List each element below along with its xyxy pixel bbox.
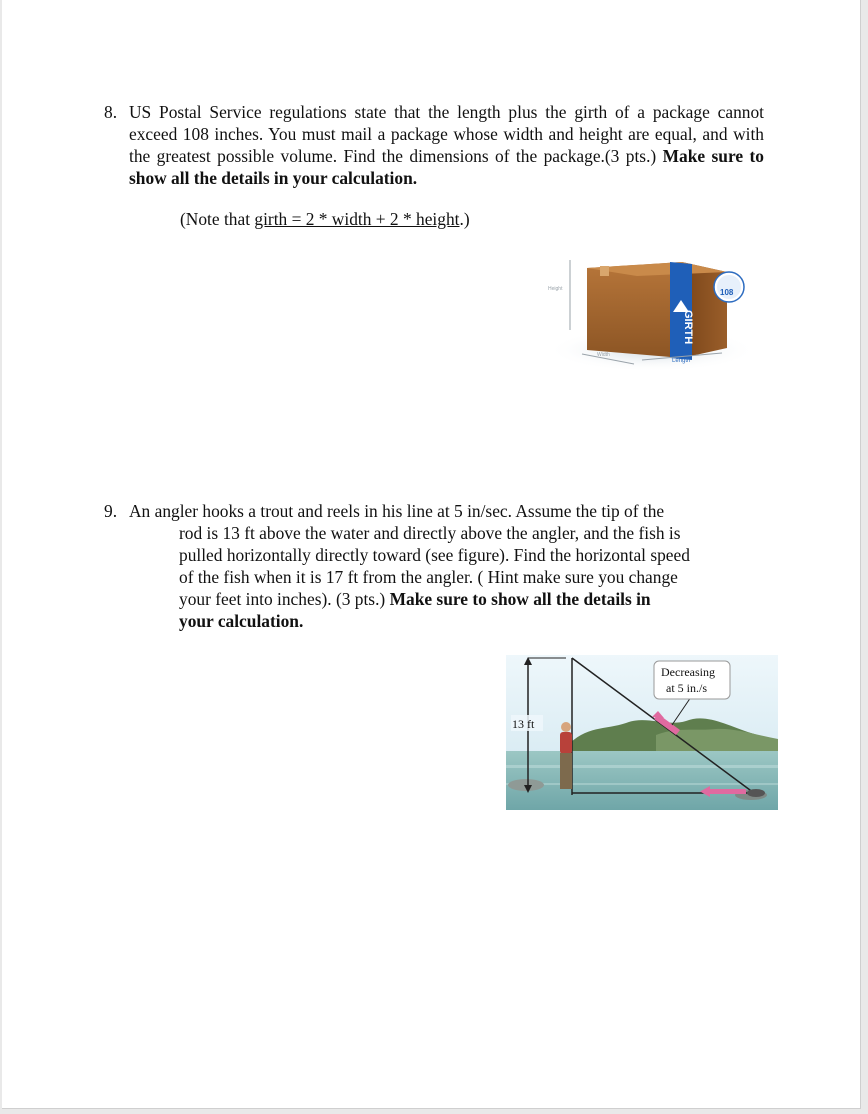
callout-line-2: at 5 in./s [666, 681, 707, 695]
girth-note [180, 209, 470, 230]
callout-line-1: Decreasing [661, 665, 715, 679]
girth-label: GIRTH [682, 310, 694, 345]
problem-9-line-3: pulled horizontally directly toward (see figure). Find the horizontal speed [179, 545, 690, 565]
note-suffix: .) [459, 209, 470, 229]
angler-head [561, 722, 571, 732]
problem-8-statement: US Postal Service regulations state that the length plus the girth of a package cannot exceed 108 inches. You must mail a package whose width and height are equal, and with the greatest possible volume. Find the dimensions of the package.(3 pts.) [129, 102, 764, 166]
document-page [2, 0, 861, 1109]
angler-figure [506, 655, 778, 810]
tape-strip [600, 266, 609, 276]
problem-9-line-5-text: your feet into inches). (3 pts.) [179, 589, 390, 609]
problem-9-line-1: An angler hooks a trout and reels in his line at 5 in/sec. Assume the tip of the [129, 501, 665, 521]
box-front-face [587, 262, 682, 358]
angler-waders [560, 753, 572, 789]
problem-8-instruction: Make sure to show all the details in your calculation. [129, 146, 764, 188]
problem-9 [104, 500, 784, 632]
length-label: Length [672, 358, 691, 364]
problem-9-line-6 [179, 610, 784, 632]
problem-8-text [129, 101, 764, 189]
water-ripple [506, 765, 778, 768]
girth-formula: girth = 2 * width + 2 * height [254, 209, 460, 229]
badge-value: 108 [720, 288, 734, 297]
width-label: Width [597, 352, 610, 358]
water-ripple-2 [506, 783, 778, 785]
height-label: Height [548, 286, 563, 292]
height-label: 13 ft [512, 717, 535, 731]
problem-8 [104, 101, 764, 189]
note-prefix: (Note that [180, 209, 255, 229]
problem-9-number: 9. [104, 501, 118, 521]
problem-9-line-5 [179, 588, 784, 610]
angler-shirt [560, 732, 572, 754]
problem-9-instruction: Make sure to show all the details in [389, 589, 651, 609]
fish [747, 789, 765, 797]
problem-9-line-2: rod is 13 ft above the water and directly above the angler, and the fish is [179, 523, 681, 543]
fish-direction-arrow [706, 789, 746, 794]
package-figure [542, 250, 752, 375]
problem-8-number: 8. [104, 102, 118, 122]
problem-9-line-4: of the fish when it is 17 ft from the angler. ( Hint make sure you change [179, 567, 678, 587]
problem-9-instruction-end: your calculation. [179, 611, 304, 631]
